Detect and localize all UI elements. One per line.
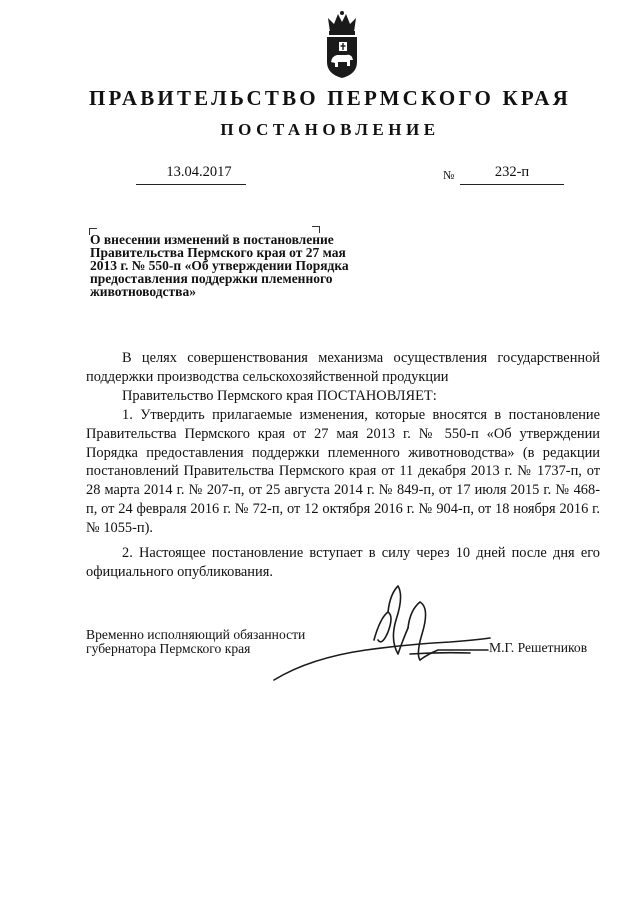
government-title: ПРАВИТЕЛЬСТВО ПЕРМСКОГО КРАЯ (88, 86, 571, 110)
date-field (136, 164, 246, 185)
signatory-position-line: губернатора Пермского края (86, 641, 251, 656)
signatory-name: М.Г. Решетников (489, 640, 588, 655)
document-date: 13.04.2017 (166, 164, 232, 180)
document-number: 232-п (494, 164, 530, 180)
item-1-paragraph: 1. Утвердить прилагаемые изменения, которые вносятся в постановление Правительства Пермского края от 27 мая 2013 г. № 550-п «Об утверждении Порядка предоставления поддержки племенного животноводства» (в редакции постановлений Правительства Пермского края от 11 декабря 2013 г. № 1737-п, от 28 марта 2014 г. № 207-п, от 25 августа 2014 г. № 849-п, от 17 июля 2015 г. № 468-п, от 24 февраля 2016 г. № 72-п, от 12 октября 2016 г. № 904-п, от 18 ноября 2016 г. № 1055-п). (86, 407, 600, 536)
subject-line: Правительства Пермского края от 27 мая (90, 245, 346, 260)
preamble-paragraph: В целях совершенствования механизма осуществления государственной поддержки производства сельскохозяйственной продукции (86, 350, 600, 385)
item-2-paragraph: 2. Настоящее постановление вступает в силу через 10 дней после дня его официального опубликования. (86, 545, 600, 580)
number-sign: № (443, 168, 455, 182)
signatory-position-line: Временно исполняющий обязанности (86, 627, 306, 642)
document-subject (90, 233, 390, 298)
number-field (460, 164, 564, 185)
subject-line: О внесении изменений в постановление (90, 232, 334, 247)
coat-of-arms-icon (322, 10, 362, 80)
subject-line: предоставления поддержки племенного (90, 271, 333, 286)
subject-line: 2013 г. № 550-п «Об утверждении Порядка (90, 258, 349, 273)
resolves-paragraph: Правительство Пермского края ПОСТАНОВЛЯЕТ: (122, 388, 437, 404)
signature-icon (270, 580, 502, 690)
subject-line: животноводства» (90, 284, 196, 299)
document-type: ПОСТАНОВЛЕНИЕ (220, 120, 440, 139)
